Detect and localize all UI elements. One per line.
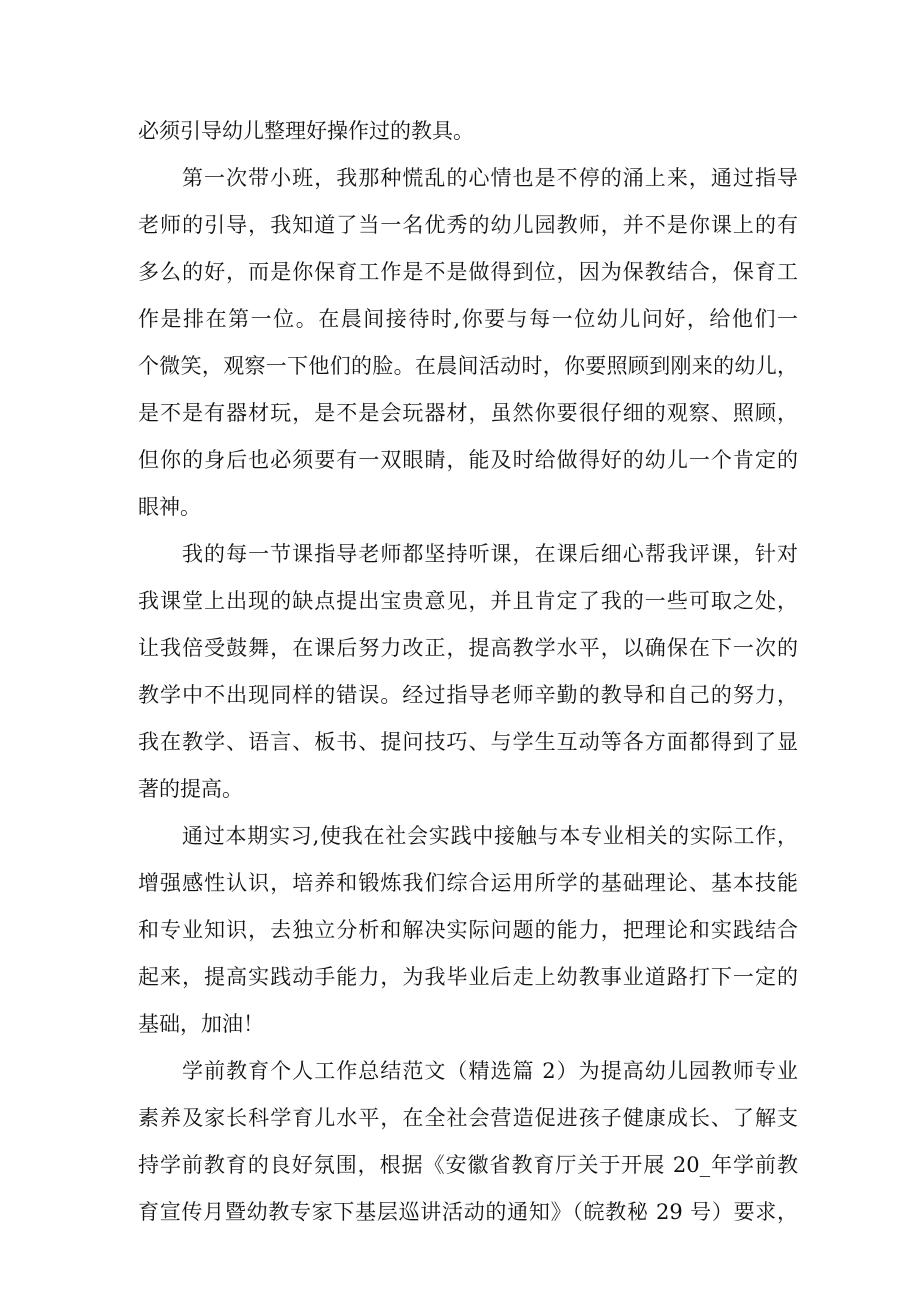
text-line: 起来，提高实践动手能力，为我毕业后走上幼教事业道路打下一定的	[138, 965, 798, 989]
paragraph-first-line: 我的每一节课指导老师都坚持听课，在课后细心帮我评课，针对	[182, 542, 798, 566]
text-line: 增强感性认识，培养和锻炼我们综合运用所学的基础理论、基本技能	[138, 871, 798, 895]
document-body	[138, 108, 798, 1236]
text-line: 我在教学、语言、板书、提问技巧、与学生互动等各方面都得到了显	[138, 730, 798, 754]
paragraph-first-line: 学前教育个人工作总结范文（精选篇 2）为提高幼儿园教师专业	[182, 1059, 798, 1083]
text-line: 著的提高。	[138, 777, 243, 801]
text-line: 老师的引导，我知道了当一名优秀的幼儿园教师，并不是你课上的有	[138, 213, 798, 237]
text-line: 素养及家长科学育儿水平，在全社会营造促进孩子健康成长、了解支	[138, 1106, 798, 1130]
text-line: 让我倍受鼓舞，在课后努力改正，提高教学水平，以确保在下一次的	[138, 636, 798, 660]
text-line: 教学中不出现同样的错误。经过指导老师辛勤的教导和自己的努力，	[138, 683, 798, 707]
text-line: 持学前教育的良好氛围，根据《安徽省教育厅关于开展 20_年学前教	[138, 1153, 798, 1177]
paragraph-first-line: 第一次带小班，我那种慌乱的心情也是不停的涌上来，通过指导	[182, 166, 798, 190]
paragraph-first-line: 通过本期实习,使我在社会实践中接触与本专业相关的实际工作，	[182, 824, 798, 848]
text-line: 是不是有器材玩，是不是会玩器材，虽然你要很仔细的观察、照顾，	[138, 401, 798, 425]
text-line: 作是排在第一位。在晨间接待时,你要与每一位幼儿问好，给他们一	[138, 307, 798, 331]
text-line: 和专业知识，去独立分析和解决实际问题的能力，把理论和实践结合	[138, 918, 798, 942]
text-line: 个微笑，观察一下他们的脸。在晨间活动时，你要照顾到刚来的幼儿，	[138, 354, 798, 378]
text-line: 基础，加油！	[138, 1012, 264, 1036]
text-line: 但你的身后也必须要有一双眼睛，能及时给做得好的幼儿一个肯定的	[138, 448, 798, 472]
text-line: 我课堂上出现的缺点提出宝贵意见，并且肯定了我的一些可取之处，	[138, 589, 798, 613]
text-line: 育宣传月暨幼教专家下基层巡讲活动的通知》（皖教秘 29 号）要求，	[138, 1200, 798, 1224]
text-line: 必须引导幼儿整理好操作过的教具。	[138, 119, 474, 143]
text-line: 多么的好，而是你保育工作是不是做得到位，因为保教结合，保育工	[138, 260, 798, 284]
text-line: 眼神。	[138, 495, 201, 519]
